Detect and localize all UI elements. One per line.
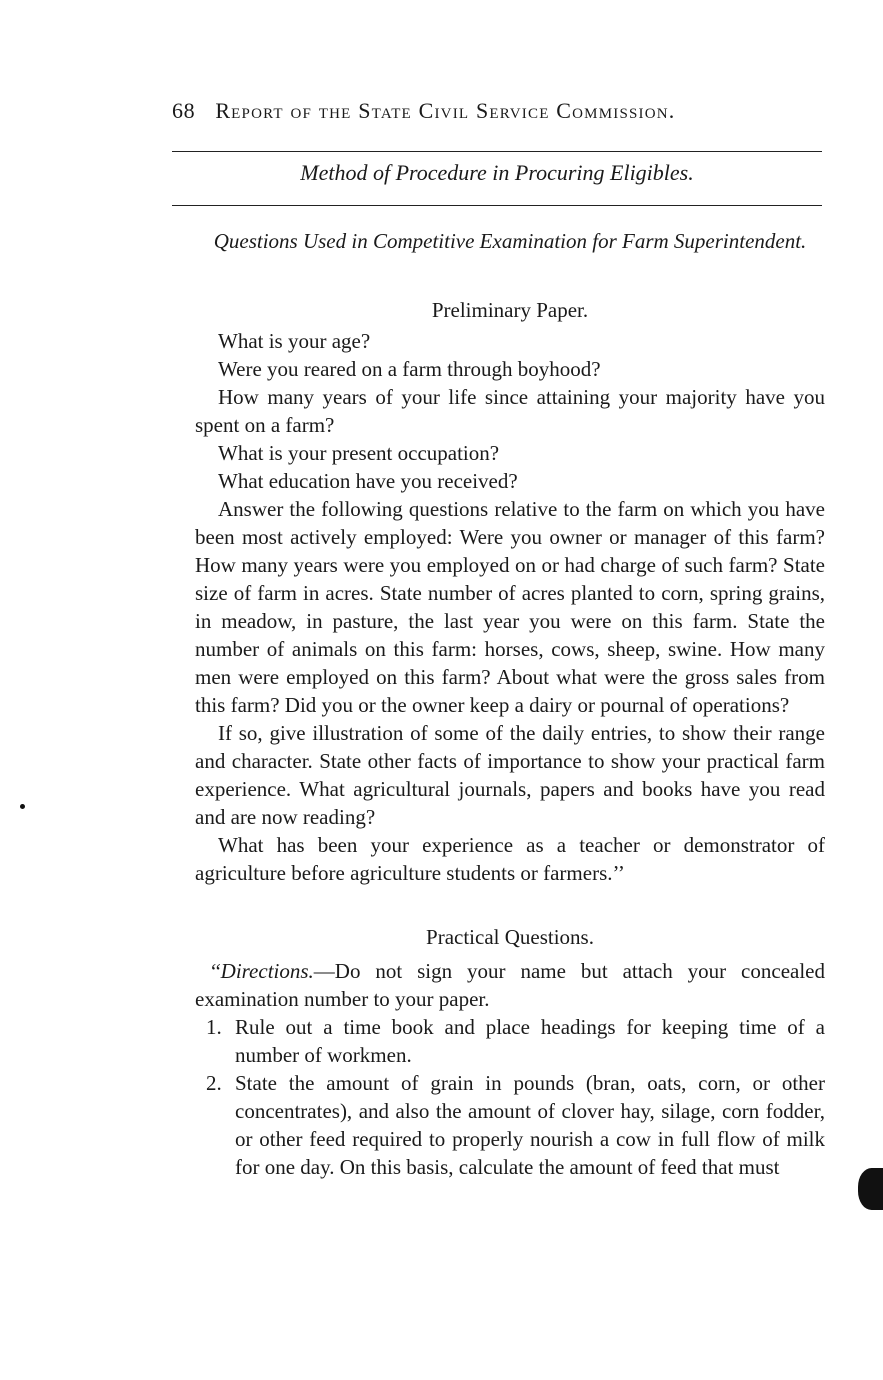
paragraph: What is your age?	[218, 329, 371, 353]
paragraph: What has been your experience as a teacher or demonstrator of agriculture before agriculture students or farmers.’’	[195, 833, 825, 885]
running-title: Report of the State Civil Service Commission.	[215, 98, 676, 123]
paragraph: What education have you received?	[218, 469, 518, 493]
list-item	[195, 1013, 825, 1069]
examination-subtitle: Questions Used in Competitive Examination for Farm Superintendent.	[213, 229, 807, 253]
body-text	[195, 296, 825, 1181]
paragraph: Answer the following questions relative to the farm on which you have been most actively employed: Were you owner or manager of this farm? How many years were you employed on or had charge of such farm? State size of farm in acres. State number of acres planted to corn, spring grains, in meadow, in pasture, the last year you were on this farm. State the number of animals on this farm: horses, cows, sheep, swine. How many men were employed on this farm? About what were the gross sales from this farm? Did you or the owner keep a dairy or pournal of operations?	[195, 497, 825, 717]
paragraph: What is your present occupation?	[218, 441, 500, 465]
page-edge-mark	[858, 1168, 883, 1210]
running-header	[172, 98, 822, 124]
item-number: 1.	[206, 1015, 222, 1039]
bottom-rule	[172, 205, 822, 206]
item-text: State the amount of grain in pounds (bran, oats, corn, or other concentrates), and also the amount of clover hay, silage, corn fodder, or other feed required to properly nourish a cow in full flow of milk for one day. On this basis, calculate the amount of feed that must	[235, 1071, 825, 1179]
practical-heading: Practical Questions.	[426, 925, 594, 949]
directions-label: ‘‘Directions.	[209, 959, 314, 983]
paragraph: How many years of your life since attaining your majority have you spent on a farm?	[195, 385, 825, 437]
directions-paragraph	[195, 957, 825, 1013]
preliminary-heading: Preliminary Paper.	[431, 298, 589, 322]
item-text: Rule out a time book and place headings for keeping time of a number of workmen.	[235, 1015, 825, 1067]
directions-text: —Do not sign your name but attach your concealed examination number to your paper.	[195, 959, 825, 1011]
paragraph: If so, give illustration of some of the daily entries, to show their range and character. State other facts of importance to show your practical farm experience. What agricultural journals, papers and books have you read and are now reading?	[195, 721, 825, 829]
page-number: 68	[172, 98, 196, 123]
paragraph: Were you reared on a farm through boyhood?	[218, 357, 601, 381]
item-number: 2.	[206, 1071, 222, 1095]
spacer	[195, 887, 825, 915]
scan-speck	[20, 804, 25, 809]
list-item	[195, 1069, 825, 1181]
top-rule	[172, 151, 822, 152]
section-title: Method of Procedure in Procuring Eligibles.	[300, 160, 694, 185]
question-list	[195, 1013, 825, 1181]
